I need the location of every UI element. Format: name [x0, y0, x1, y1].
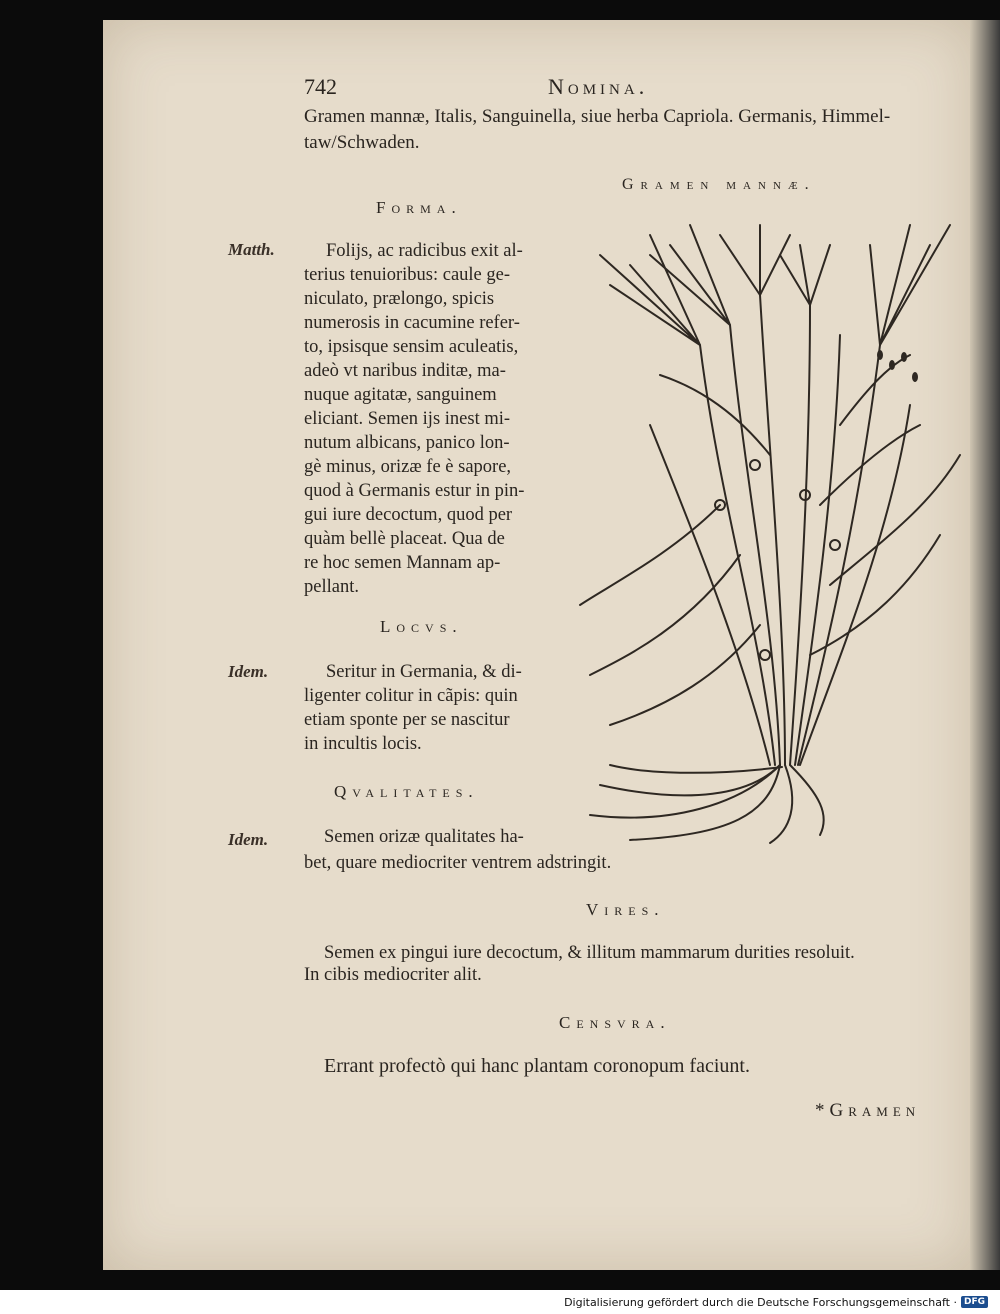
- text-line: re hoc semen Mannam ap-: [304, 553, 501, 573]
- text-line: Seritur in Germania, & di-: [326, 662, 522, 682]
- text-line: Semen orizæ qualitates ha-: [324, 827, 524, 847]
- section-heading-forma: Forma.: [376, 198, 462, 217]
- text-line: eliciant. Semen ijs inest mi-: [304, 409, 511, 429]
- text-line: in incultis locis.: [304, 734, 422, 754]
- text-line: nutum albicans, panico lon-: [304, 433, 510, 453]
- margin-reference: Idem.: [228, 662, 269, 681]
- intro-line: taw/Schwaden.: [304, 132, 420, 153]
- section-heading-locus: Locvs.: [380, 617, 463, 636]
- page-edge: [970, 20, 1000, 1270]
- section-heading-vires: Vires.: [586, 900, 665, 919]
- figure-title: Gramen mannæ.: [622, 176, 816, 193]
- running-title: Nomina.: [548, 74, 649, 99]
- text-line: Errant profectò qui hanc plantam coronopum faciunt.: [324, 1055, 750, 1077]
- text-line: gui iure decoctum, quod per: [304, 505, 513, 525]
- catchword: *Gramen: [815, 1100, 921, 1121]
- dfg-logo: DFG: [961, 1296, 988, 1308]
- text-line: ligenter colitur in cãpis: quin: [304, 686, 518, 706]
- text-line: to, ipsisque sensim aculeatis,: [304, 337, 519, 357]
- text-line: bet, quare mediocriter ventrem adstringit.: [304, 853, 612, 873]
- text-line: Folijs, ac radicibus exit al-: [326, 241, 523, 261]
- text-line: Semen ex pingui iure decoctum, & illitum mammarum durities resoluit.: [324, 943, 855, 963]
- text-line: nuque agitatæ, sanguinem: [304, 385, 497, 405]
- intro-line: Gramen mannæ, Italis, Sanguinella, siue herba Capriola. Germanis, Himmel-: [304, 106, 891, 127]
- text-line: niculato, prælongo, spicis: [304, 289, 495, 309]
- section-heading-qualitates: Qvalitates.: [334, 782, 479, 801]
- text-line: gè minus, orizæ fe è sapore,: [304, 457, 512, 477]
- text-line: numerosis in cacumine refer-: [304, 313, 520, 333]
- text-line: terius tenuioribus: caule ge-: [304, 265, 511, 285]
- section-heading-censura: Censvra.: [559, 1013, 671, 1032]
- text-line: etiam sponte per se nascitur: [304, 710, 510, 730]
- margin-reference: Idem.: [228, 830, 269, 849]
- margin-reference: Matth.: [228, 240, 275, 259]
- text-line: adeò vt naribus inditæ, ma-: [304, 361, 506, 381]
- grass-plant-illustration: [570, 205, 970, 845]
- text-line: pellant.: [304, 577, 359, 597]
- footer-bar: [0, 1290, 1000, 1314]
- text-line: quod à Germanis estur in pin-: [304, 481, 525, 501]
- text-line: quàm bellè placeat. Qua de: [304, 529, 505, 549]
- page-number: 742: [304, 74, 337, 99]
- footer-credit: Digitalisierung gefördert durch die Deutsche Forschungsgemeinschaft ·: [564, 1295, 957, 1309]
- text-line: In cibis mediocriter alit.: [304, 965, 482, 985]
